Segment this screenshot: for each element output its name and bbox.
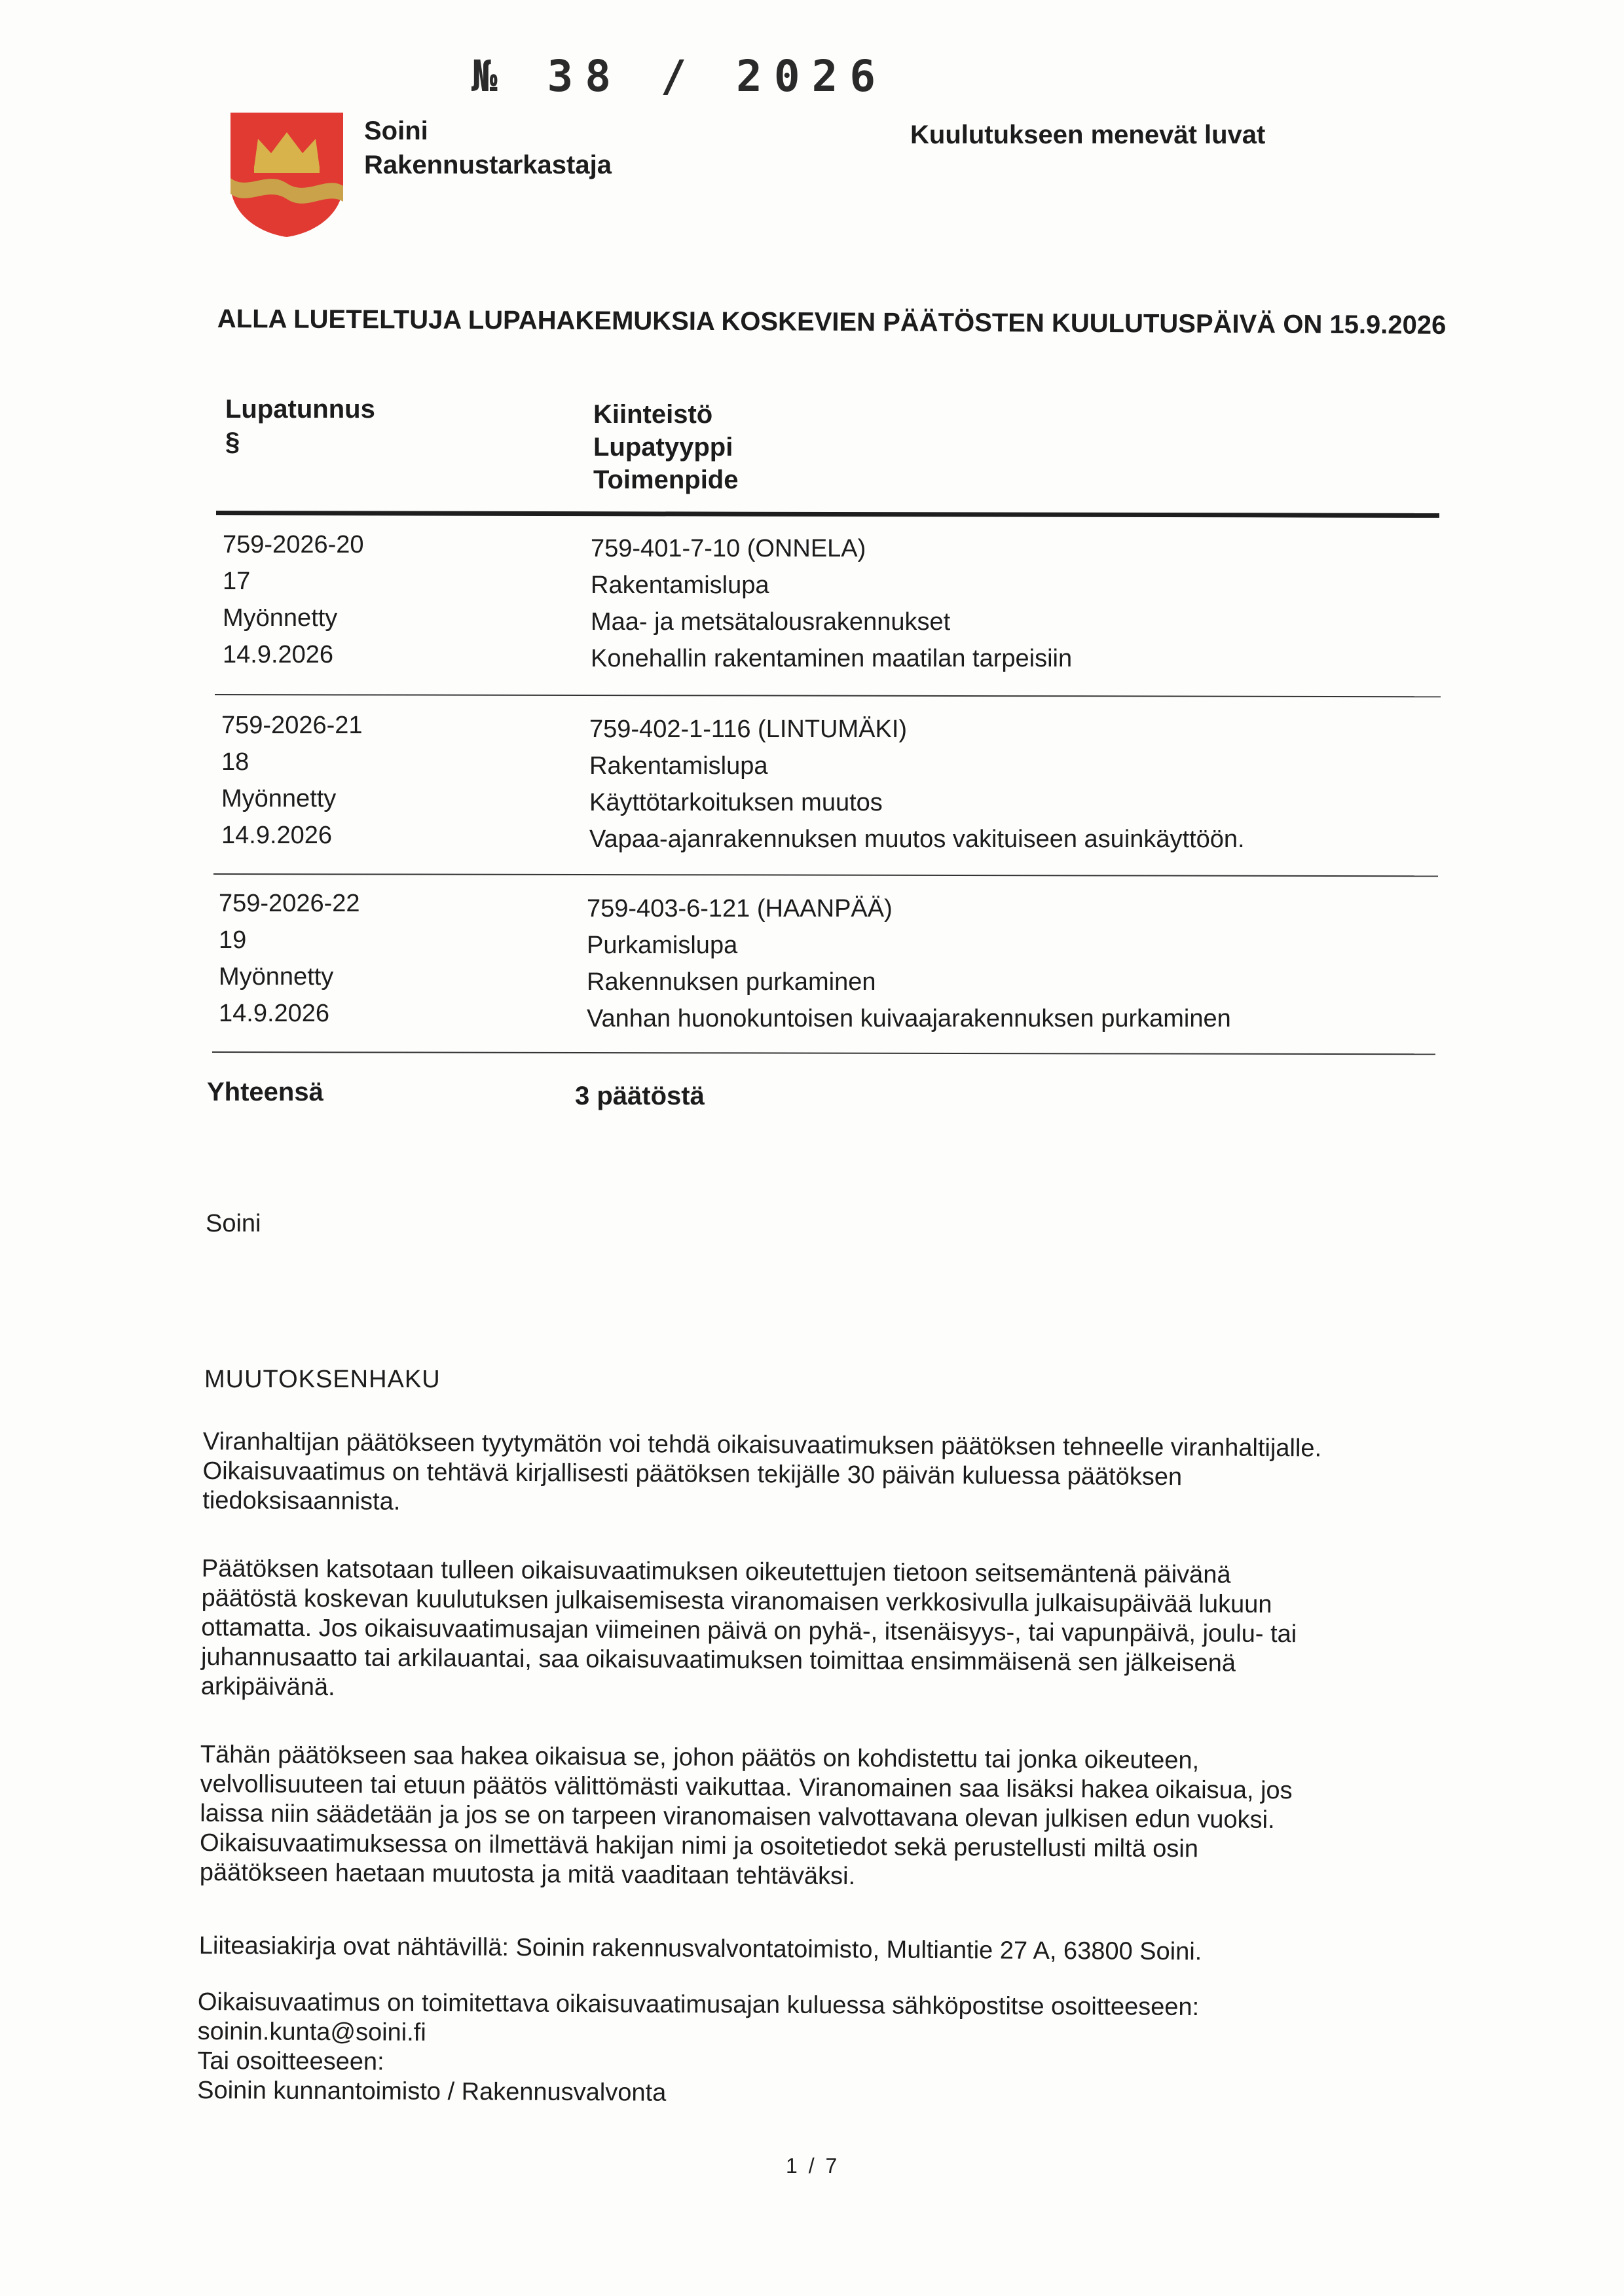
permit-id: 759-2026-20: [223, 531, 364, 558]
document-title: Kuulutukseen menevät luvat: [910, 120, 1266, 149]
submission-instructions: [197, 1988, 1507, 2112]
header-toimenpide: Toimenpide: [593, 465, 739, 494]
municipality-name: Soini: [364, 117, 428, 145]
table-row-right: [589, 711, 1245, 858]
text-line: Liiteasiakirja ovat nähtävillä: Soinin rakennusvalvontatoimisto, Multiantie 27 A, 63800 Soini.: [198, 1932, 1202, 1966]
operation-description: Konehallin rakentaminen maatilan tarpeisiin: [591, 645, 1073, 672]
row-divider: [213, 873, 1438, 877]
operation-category: Maa- ja metsätalousrakennukset: [591, 608, 951, 636]
operation-category: Käyttötarkoituksen muutos: [589, 789, 883, 816]
property-id: 759-403-6-121 (HAANPÄÄ): [587, 895, 893, 922]
permit-type: Rakentamislupa: [589, 752, 768, 780]
table-row-left: [221, 707, 363, 854]
place-name: Soini: [206, 1210, 261, 1237]
table-row-left: [223, 526, 364, 673]
total-value: 3 päätöstä: [575, 1082, 705, 1110]
decision-date: 14.9.2026: [219, 1000, 330, 1027]
text-line: ottamatta. Jos oikaisuvaatimusajan viimeinen päivä on pyhä-, itsenäisyys-, tai vapunpäivä, joulu- tai: [201, 1613, 1297, 1649]
header-lupatunnus: Lupatunnus: [225, 395, 375, 424]
appeal-paragraph-3: [200, 1740, 1510, 1895]
property-id: 759-402-1-116 (LINTUMÄKI): [589, 716, 908, 743]
table-row-left: [219, 885, 360, 1032]
total-label: Yhteensä: [207, 1078, 323, 1106]
email-address[interactable]: soinin.kunta@soini.fi: [197, 2017, 426, 2047]
text-line: tiedoksisaannista.: [202, 1486, 401, 1516]
text-line: päätöstä koskevan kuulutuksen julkaisemisesta viranomaisen verkkosivulla julkaisupäivää lukuun: [201, 1584, 1272, 1618]
text-line: Päätöksen katsotaan tulleen oikaisuvaatimuksen oikeutettujen tietoon seitsemäntenä päivänä: [201, 1555, 1231, 1589]
table-row-right: [587, 890, 1231, 1037]
operation-description: Vanhan huonokuntoisen kuivaajarakennuksen purkaminen: [587, 1005, 1231, 1032]
text-line: velvollisuuteen tai etuun päätös välittömästi vaikuttaa. Viranomainen saa lisäksi hakea oikaisua, jos: [200, 1770, 1293, 1805]
text-line: Tähän päätökseen saa hakea oikaisua se, johon päätös on kohdistettu tai jonka oikeuteen,: [200, 1741, 1200, 1775]
text-line: päätökseen haetaan muutosta ja mitä vaaditaan tehtäväksi.: [199, 1858, 856, 1891]
operation-category: Rakennuksen purkaminen: [587, 968, 876, 996]
decision-status: Myönnetty: [223, 604, 338, 632]
permit-type: Rakentamislupa: [591, 572, 769, 599]
permit-id: 759-2026-22: [219, 890, 360, 917]
announcement-headline: ALLA LUETELTUJA LUPAHAKEMUKSIA KOSKEVIEN PÄÄTÖSTEN KUULUTUSPÄIVÄ ON 15.9.2026: [217, 304, 1447, 340]
text-line: arkipäivänä.: [200, 1672, 335, 1702]
section-number: 18: [221, 748, 249, 776]
operation-description: Vapaa-ajanrakennuksen muutos vakituiseen asuinkäyttöön.: [589, 826, 1245, 853]
stamp-number: 38 / 2026: [547, 51, 888, 101]
text-line: Oikaisuvaatimuksessa on ilmettävä hakijan nimi ja osoitetiedot sekä perustellusti miltä osin: [199, 1829, 1199, 1863]
appeal-heading: MUUTOKSENHAKU: [204, 1366, 441, 1393]
page-number: 1 / 7: [786, 2154, 840, 2178]
section-number: 19: [219, 926, 247, 954]
issuer-block: [364, 114, 612, 182]
decision-date: 14.9.2026: [221, 822, 333, 849]
header-lupatyyppi: Lupatyyppi: [593, 433, 733, 462]
header-section: §: [225, 428, 240, 456]
right-column-header: [593, 398, 738, 496]
text-line: Oikaisuvaatimus on toimitettava oikaisuvaatimusajan kuluessa sähköpostitse osoitteeseen:: [197, 1988, 1200, 2022]
header-kiinteisto: Kiinteistö: [593, 400, 713, 429]
row-divider: [215, 694, 1441, 697]
office-name: Rakennustarkastaja: [364, 151, 612, 179]
header-divider: [216, 511, 1439, 518]
text-line: laissa niin säädetään ja jos se on tarpeen viranomaisen valvottavana olevan julkisen edun vuoksi.: [200, 1799, 1275, 1834]
text-line: Tai osoitteeseen:: [197, 2047, 384, 2076]
row-divider: [212, 1051, 1435, 1055]
property-id: 759-401-7-10 (ONNELA): [591, 535, 866, 562]
appeal-paragraph-2: [201, 1554, 1511, 1709]
attachments-note: [199, 1931, 1509, 1969]
permit-id: 759-2026-21: [221, 712, 363, 739]
text-line: juhannusaatto tai arkilauantai, saa oikaisuvaatimuksen toimittaa ensimmäisenä sen jälkeisenä: [200, 1643, 1236, 1677]
registry-stamp: [471, 51, 887, 101]
postal-address: Soinin kunnantoimisto / Rakennusvalvonta: [197, 2076, 667, 2107]
decision-status: Myönnetty: [221, 785, 337, 812]
decision-date: 14.9.2026: [223, 641, 334, 668]
permit-type: Purkamislupa: [587, 932, 738, 959]
section-number: 17: [223, 568, 251, 595]
text-line: Oikaisuvaatimus on tehtävä kirjallisesti päätöksen tekijälle 30 päivän kuluessa päätöksen: [202, 1457, 1183, 1491]
appeal-paragraph-1: [202, 1427, 1513, 1523]
left-column-header: [225, 393, 375, 458]
stamp-mark: №: [471, 51, 509, 101]
coat-of-arms-icon: [228, 110, 346, 238]
table-row-right: [591, 530, 1072, 677]
decision-status: Myönnetty: [219, 963, 334, 991]
text-line: Viranhaltijan päätökseen tyytymätön voi tehdä oikaisuvaatimuksen päätöksen tehneelle viranhaltijalle.: [202, 1428, 1322, 1463]
